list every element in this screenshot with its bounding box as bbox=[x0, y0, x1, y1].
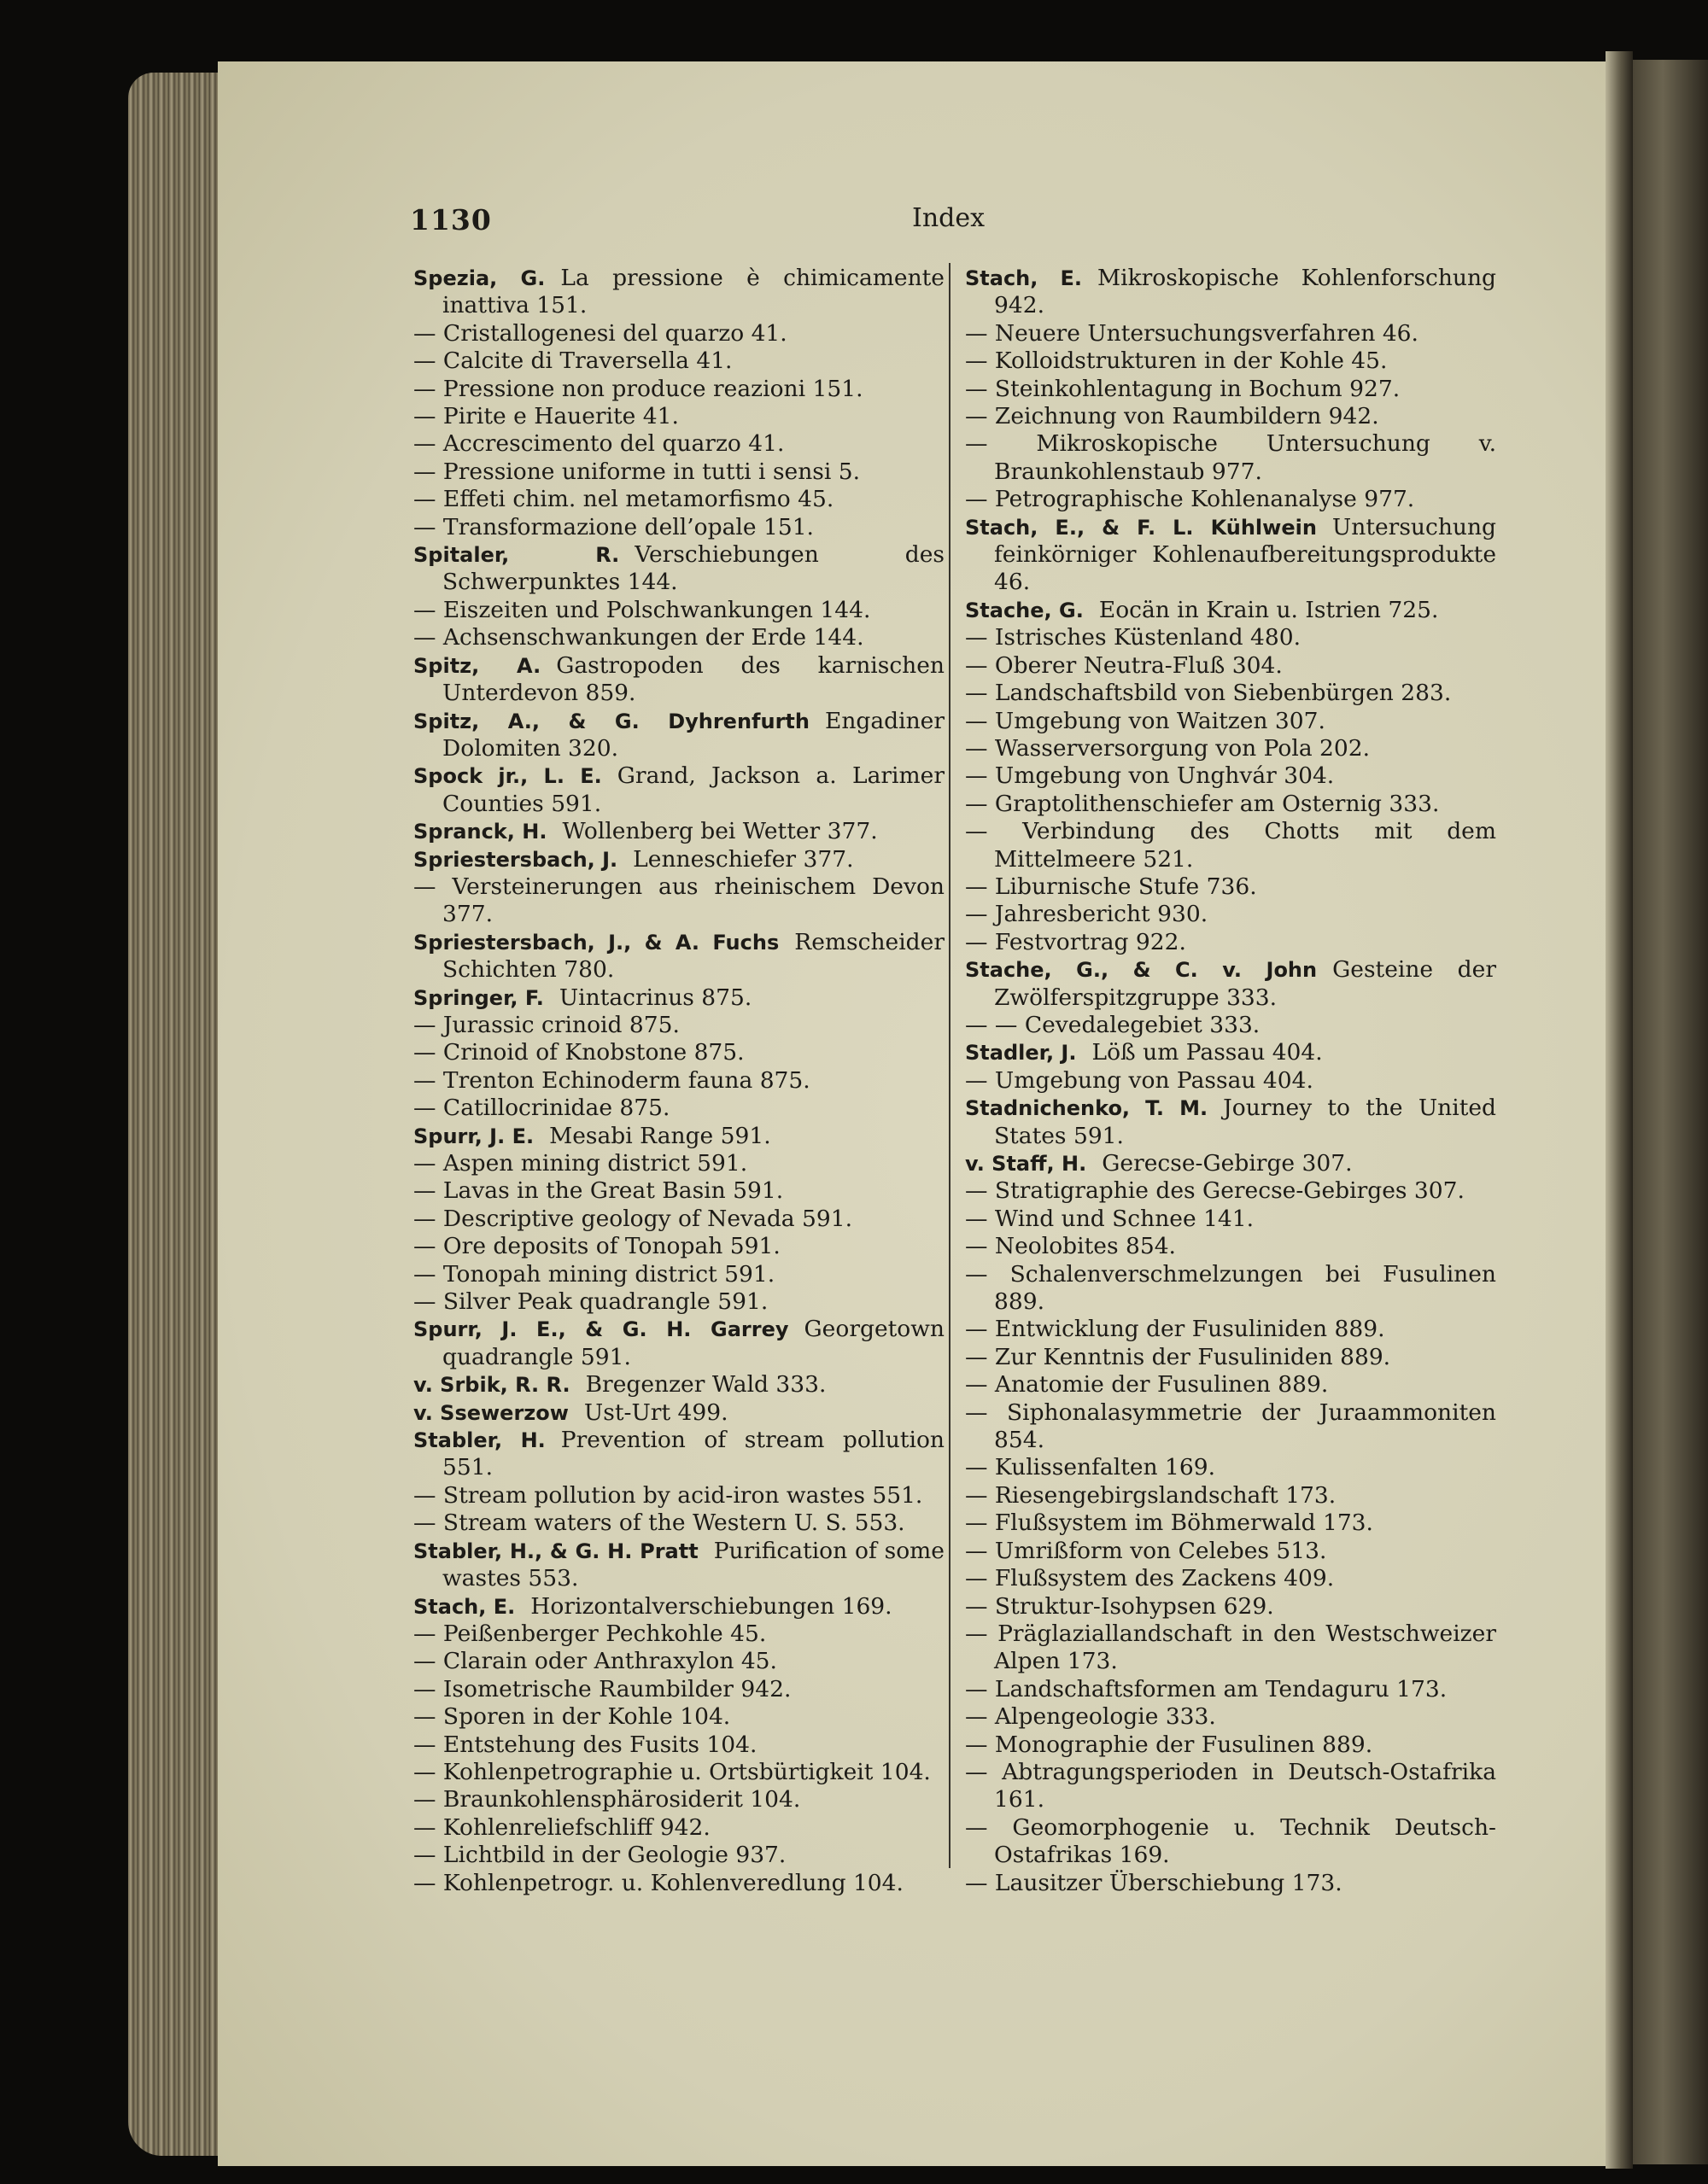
entry-title: — Trenton Echinoderm fauna 875. bbox=[413, 1066, 810, 1094]
index-entry bbox=[965, 597, 1496, 624]
index-entry bbox=[413, 984, 945, 1012]
index-entry bbox=[965, 1731, 1496, 1759]
entry-title: — Neuere Untersuchungsverfahren 46. bbox=[965, 319, 1418, 347]
index-entry bbox=[965, 1620, 1496, 1676]
entry-title: — Zur Kenntnis der Fusuliniden 889. bbox=[965, 1343, 1391, 1370]
index-entry bbox=[965, 735, 1496, 762]
index-entry bbox=[965, 652, 1496, 680]
index-entry bbox=[965, 873, 1496, 901]
index-entry bbox=[965, 486, 1496, 513]
index-entry bbox=[413, 376, 945, 403]
index-entry bbox=[413, 1870, 945, 1897]
entry-title: Gastropoden des karnischen Unterdevon 859. bbox=[442, 651, 945, 707]
index-entry bbox=[413, 708, 945, 763]
index-entry bbox=[413, 818, 945, 845]
entry-title: — Silver Peak quadrangle 591. bbox=[413, 1288, 769, 1316]
entry-title: — Aspen mining district 591. bbox=[413, 1150, 748, 1177]
entry-author: Stach, E. bbox=[965, 266, 1082, 290]
entry-author: Stach, E., & F. L. Kühlwein bbox=[965, 515, 1317, 540]
index-entry bbox=[413, 1177, 945, 1205]
entry-author: Stadler, J. bbox=[965, 1041, 1077, 1066]
entry-author: Stache, G. bbox=[965, 598, 1084, 622]
entry-author: Spock jr., L. E. bbox=[413, 764, 602, 789]
entry-title: — Kolloidstrukturen in der Kohle 45. bbox=[965, 347, 1388, 375]
index-entry bbox=[965, 624, 1496, 651]
index-entry bbox=[965, 514, 1496, 597]
entry-title: — Struktur-Isohypsen 629. bbox=[965, 1592, 1274, 1620]
index-entry bbox=[413, 1620, 945, 1648]
index-entry bbox=[413, 1703, 945, 1731]
entry-title: La pressione è chimicamente inattiva 151. bbox=[442, 265, 945, 319]
entry-title: Engadiner Dolomiten 320. bbox=[442, 707, 945, 762]
index-entry bbox=[413, 929, 945, 984]
index-entry bbox=[965, 901, 1496, 928]
entry-title: — Catillocrinidae 875. bbox=[413, 1095, 670, 1122]
entry-title: — Liburnische Stufe 736. bbox=[965, 873, 1257, 900]
entry-author: Springer, F. bbox=[413, 985, 544, 1010]
entry-title: Horizontalverschiebungen 169. bbox=[530, 1592, 892, 1620]
index-entry bbox=[965, 1538, 1496, 1565]
entry-title: — Wasserversorgung von Pola 202. bbox=[965, 734, 1371, 762]
entry-author: Spriestersbach, J. bbox=[413, 847, 618, 872]
index-entry bbox=[965, 1676, 1496, 1703]
index-entry bbox=[965, 320, 1496, 347]
entry-title: — Landschaftsformen am Tendaguru 173. bbox=[965, 1675, 1448, 1702]
index-entry bbox=[965, 1316, 1496, 1343]
entry-title: — Riesengebirgslandschaft 173. bbox=[965, 1481, 1337, 1509]
entry-title: — Peißenberger Pechkohle 45. bbox=[413, 1620, 767, 1647]
entry-title: Journey to the United States 591. bbox=[994, 1095, 1496, 1149]
entry-author: Spurr, J. E., & G. H. Garrey bbox=[413, 1317, 789, 1342]
entry-title: — Stream pollution by acid-iron wastes 551. bbox=[413, 1481, 923, 1509]
entry-title: — Entstehung des Fusits 104. bbox=[413, 1731, 757, 1758]
entry-title: — Eiszeiten und Polschwankungen 144. bbox=[413, 596, 871, 623]
index-entry bbox=[965, 1067, 1496, 1095]
entry-title: — Festvortrag 922. bbox=[965, 928, 1186, 955]
entry-title: — Braunkohlensphärosiderit 104. bbox=[413, 1786, 801, 1813]
index-entry bbox=[413, 1288, 945, 1316]
index-entry bbox=[413, 320, 945, 347]
entry-title: — Kohlenpetrogr. u. Kohlenveredlung 104. bbox=[413, 1869, 904, 1896]
entry-author: Spezia, G. bbox=[413, 266, 546, 290]
page-title: Index bbox=[912, 203, 986, 233]
entry-title: — Schalenverschmelzungen bei Fusulinen 889. bbox=[965, 1260, 1496, 1316]
entry-title: — Siphonalasymmetrie der Juraammoniten 854. bbox=[965, 1399, 1496, 1454]
entry-title: Löß um Passau 404. bbox=[1091, 1039, 1323, 1066]
entry-title: — Achsenschwankungen der Erde 144. bbox=[413, 624, 864, 651]
index-entry bbox=[413, 403, 945, 430]
entry-title: — Jahresbericht 930. bbox=[965, 901, 1208, 928]
entry-title: — Entwicklung der Fusuliniden 889. bbox=[965, 1316, 1385, 1343]
entry-title: — Istrisches Küstenland 480. bbox=[965, 624, 1301, 651]
index-entry bbox=[965, 430, 1496, 486]
index-entry bbox=[413, 1371, 945, 1399]
index-entry bbox=[413, 1842, 945, 1869]
entry-title: Prevention of stream pollution 551. bbox=[442, 1427, 945, 1481]
entry-title: — Umrißform von Celebes 513. bbox=[965, 1537, 1327, 1564]
index-entry bbox=[413, 652, 945, 708]
entry-title: Lenneschiefer 377. bbox=[633, 845, 854, 873]
index-column-left bbox=[413, 265, 945, 1897]
entry-title: — Ore deposits of Tonopah 591. bbox=[413, 1233, 781, 1260]
index-entry bbox=[413, 762, 945, 818]
entry-title: — Accrescimento del quarzo 41. bbox=[413, 430, 785, 458]
index-entry bbox=[413, 624, 945, 651]
index-entry bbox=[413, 486, 945, 513]
index-entry bbox=[413, 1206, 945, 1233]
index-entry bbox=[965, 1206, 1496, 1233]
entry-title: — Kohlenreliefschliff 942. bbox=[413, 1813, 711, 1841]
entry-author: v. Staff, H. bbox=[965, 1152, 1087, 1176]
entry-title: — Verbindung des Chotts mit dem Mittelmeere 521. bbox=[965, 818, 1496, 873]
index-entry bbox=[413, 1067, 945, 1095]
index-entry bbox=[965, 1482, 1496, 1510]
entry-title: — Crinoid of Knobstone 875. bbox=[413, 1039, 745, 1066]
entry-title: — Flußsystem des Zackens 409. bbox=[965, 1565, 1335, 1592]
book-gutter bbox=[1606, 51, 1633, 2169]
entry-title: — Versteinerungen aus rheinischem Devon 377. bbox=[413, 873, 945, 928]
book-page-edges bbox=[128, 73, 226, 2156]
entry-title: Bregenzer Wald 333. bbox=[585, 1371, 827, 1399]
entry-title: Grand, Jackson a. Larimer Counties 591. bbox=[442, 762, 945, 817]
index-entry bbox=[413, 1676, 945, 1703]
entry-title: Mesabi Range 591. bbox=[549, 1122, 771, 1149]
index-entry bbox=[413, 1538, 945, 1593]
page-number: 1130 bbox=[410, 203, 492, 237]
entry-title: — Flußsystem im Böhmerwald 173. bbox=[965, 1510, 1373, 1537]
entry-title: Eocän in Krain u. Istrien 725. bbox=[1098, 596, 1439, 623]
index-entry bbox=[413, 1316, 945, 1371]
index-entry bbox=[965, 1012, 1496, 1039]
entry-title: — Geomorphogenie u. Technik Deutsch-Ostafrikas 169. bbox=[965, 1813, 1496, 1869]
entry-title: Ust-Urt 499. bbox=[583, 1399, 728, 1426]
entry-title: Uintacrinus 875. bbox=[559, 984, 752, 1011]
index-entry bbox=[413, 1759, 945, 1786]
entry-title: — Abtragungsperioden in Deutsch-Ostafrika 161. bbox=[965, 1758, 1496, 1813]
index-entry bbox=[965, 265, 1496, 320]
entry-title: — Transformazione dell’opale 151. bbox=[413, 513, 814, 540]
index-entry bbox=[413, 1123, 945, 1150]
entry-title: — Monographie der Fusulinen 889. bbox=[965, 1731, 1373, 1758]
index-entry bbox=[965, 1371, 1496, 1399]
index-entry bbox=[413, 1233, 945, 1260]
index-entry bbox=[413, 1593, 945, 1620]
entry-title: — Petrographische Kohlenanalyse 977. bbox=[965, 486, 1415, 513]
index-entry bbox=[965, 1233, 1496, 1260]
index-entry bbox=[965, 1593, 1496, 1620]
index-entry bbox=[413, 597, 945, 624]
index-entry bbox=[965, 1759, 1496, 1814]
index-entry bbox=[413, 1150, 945, 1177]
index-entry bbox=[965, 1150, 1496, 1177]
entry-author: Spranck, H. bbox=[413, 820, 547, 844]
facing-page-edge bbox=[1633, 60, 1708, 2164]
entry-title: — Mikroskopische Untersuchung v. Braunkohlenstaub 977. bbox=[965, 430, 1496, 485]
entry-title: — Effeti chim. nel metamorfismo 45. bbox=[413, 486, 834, 513]
index-entry bbox=[965, 1510, 1496, 1537]
index-entry bbox=[965, 1565, 1496, 1592]
index-entry bbox=[965, 1177, 1496, 1205]
index-entry bbox=[965, 708, 1496, 735]
index-entry bbox=[965, 762, 1496, 790]
entry-title: — — Cevedalegebiet 333. bbox=[965, 1011, 1261, 1038]
entry-author: Stache, G., & C. v. John bbox=[965, 958, 1318, 983]
entry-title: — Tonopah mining district 591. bbox=[413, 1260, 775, 1288]
entry-title: Gesteine der Zwölferspitzgruppe 333. bbox=[994, 956, 1496, 1011]
index-entry bbox=[965, 1454, 1496, 1481]
entry-title: — Pressione uniforme in tutti i sensi 5. bbox=[413, 458, 861, 485]
running-head bbox=[410, 203, 1537, 246]
entry-title: Mikroskopische Kohlenforschung 942. bbox=[994, 265, 1497, 319]
entry-title: — Sporen in der Kohle 104. bbox=[413, 1703, 731, 1731]
entry-title: — Isometrische Raumbilder 942. bbox=[413, 1675, 792, 1702]
index-entry bbox=[413, 846, 945, 873]
index-entry bbox=[965, 1344, 1496, 1371]
entry-author: v. Srbik, R. R. bbox=[413, 1373, 570, 1398]
entry-title: — Calcite di Traversella 41. bbox=[413, 347, 733, 375]
index-entry bbox=[413, 1399, 945, 1427]
column-divider bbox=[949, 263, 951, 1868]
index-entry bbox=[413, 430, 945, 458]
entry-author: Spriestersbach, J., & A. Fuchs bbox=[413, 930, 780, 955]
index-entry bbox=[965, 376, 1496, 403]
index-entry bbox=[965, 1870, 1496, 1897]
index-entry bbox=[965, 1261, 1496, 1317]
entry-author: Spitaler, R. bbox=[413, 543, 620, 568]
entry-title: — Clarain oder Anthraxylon 45. bbox=[413, 1648, 777, 1675]
entry-author: Stabler, H. bbox=[413, 1428, 546, 1453]
index-entry bbox=[413, 1814, 945, 1842]
entry-title: — Kohlenpetrographie u. Ortsbürtigkeit 104. bbox=[413, 1758, 931, 1785]
entry-author: Spurr, J. E. bbox=[413, 1124, 535, 1148]
index-entry bbox=[965, 791, 1496, 818]
entry-title: Untersuchung feinkörniger Kohlenaufbereitungsprodukte 46. bbox=[994, 513, 1496, 596]
entry-title: Gerecse-Gebirge 307. bbox=[1102, 1150, 1353, 1177]
entry-title: — Pirite e Hauerite 41. bbox=[413, 403, 679, 430]
entry-author: Spitz, A. bbox=[413, 653, 541, 678]
entry-title: — Neolobites 854. bbox=[965, 1233, 1176, 1260]
index-entry bbox=[413, 1427, 945, 1482]
index-entry bbox=[965, 347, 1496, 375]
entry-title: Verschiebungen des Schwerpunktes 144. bbox=[442, 541, 945, 596]
entry-title: — Landschaftsbild von Siebenbürgen 283. bbox=[965, 680, 1452, 707]
entry-title: — Präglaziallandschaft in den Westschweizer Alpen 173. bbox=[965, 1620, 1496, 1675]
index-entry bbox=[965, 1095, 1496, 1150]
index-entry bbox=[413, 1648, 945, 1675]
index-entry bbox=[413, 1012, 945, 1039]
index-entry bbox=[965, 680, 1496, 707]
entry-title: — Pressione non produce reazioni 151. bbox=[413, 375, 863, 402]
entry-title: Purification of some wastes 553. bbox=[442, 1537, 945, 1592]
entry-author: v. Ssewerzow bbox=[413, 1400, 569, 1425]
index-entry bbox=[413, 1786, 945, 1813]
entry-title: — Umgebung von Waitzen 307. bbox=[965, 707, 1325, 734]
index-entry bbox=[413, 1482, 945, 1510]
entry-title: — Lichtbild in der Geologie 937. bbox=[413, 1842, 787, 1869]
index-entry bbox=[413, 1731, 945, 1759]
index-entry bbox=[965, 956, 1496, 1012]
entry-title: — Descriptive geology of Nevada 591. bbox=[413, 1205, 853, 1232]
entry-title: — Stratigraphie des Gerecse-Gebirges 307. bbox=[965, 1177, 1465, 1205]
entry-author: Stabler, H., & G. H. Pratt bbox=[413, 1539, 699, 1563]
index-entry bbox=[413, 1039, 945, 1066]
entry-title: Georgetown quadrangle 591. bbox=[442, 1316, 945, 1370]
index-entry bbox=[413, 1510, 945, 1537]
index-entry bbox=[413, 458, 945, 486]
entry-title: — Umgebung von Passau 404. bbox=[965, 1066, 1313, 1094]
index-entry bbox=[965, 403, 1496, 430]
entry-title: — Graptolithenschiefer am Osternig 333. bbox=[965, 790, 1440, 817]
entry-title: — Oberer Neutra-Fluß 304. bbox=[965, 651, 1283, 679]
index-entry bbox=[965, 818, 1496, 873]
index-entry bbox=[413, 514, 945, 541]
entry-author: Spitz, A., & G. Dyhrenfurth bbox=[413, 709, 810, 733]
entry-title: — Lavas in the Great Basin 591. bbox=[413, 1177, 784, 1205]
entry-title: — Steinkohlentagung in Bochum 927. bbox=[965, 375, 1401, 402]
entry-title: — Jurassic crinoid 875. bbox=[413, 1011, 680, 1038]
index-entry bbox=[965, 1039, 1496, 1066]
entry-title: Wollenberg bei Wetter 377. bbox=[562, 818, 878, 845]
entry-author: Stach, E. bbox=[413, 1594, 516, 1619]
index-entry bbox=[413, 541, 945, 597]
entry-title: — Alpengeologie 333. bbox=[965, 1703, 1216, 1731]
entry-title: — Zeichnung von Raumbildern 942. bbox=[965, 403, 1379, 430]
entry-title: — Kulissenfalten 169. bbox=[965, 1454, 1216, 1481]
index-entry bbox=[965, 1703, 1496, 1731]
entry-title: Remscheider Schichten 780. bbox=[442, 928, 945, 984]
entry-title: — Cristallogenesi del quarzo 41. bbox=[413, 319, 787, 347]
index-entry bbox=[965, 1399, 1496, 1455]
index-entry bbox=[413, 873, 945, 929]
entry-title: — Stream waters of the Western U. S. 553. bbox=[413, 1510, 905, 1537]
entry-title: — Wind und Schnee 141. bbox=[965, 1205, 1255, 1232]
index-entry bbox=[965, 929, 1496, 956]
entry-title: — Lausitzer Überschiebung 173. bbox=[965, 1869, 1342, 1896]
index-entry bbox=[413, 265, 945, 320]
entry-title: — Umgebung von Unghvár 304. bbox=[965, 762, 1335, 790]
index-entry bbox=[413, 347, 945, 375]
index-entry bbox=[965, 1814, 1496, 1870]
index-entry bbox=[413, 1261, 945, 1288]
index-entry bbox=[413, 1095, 945, 1122]
index-column-right bbox=[965, 265, 1496, 1897]
entry-author: Stadnichenko, T. M. bbox=[965, 1096, 1208, 1121]
entry-title: — Anatomie der Fusulinen 889. bbox=[965, 1371, 1329, 1399]
